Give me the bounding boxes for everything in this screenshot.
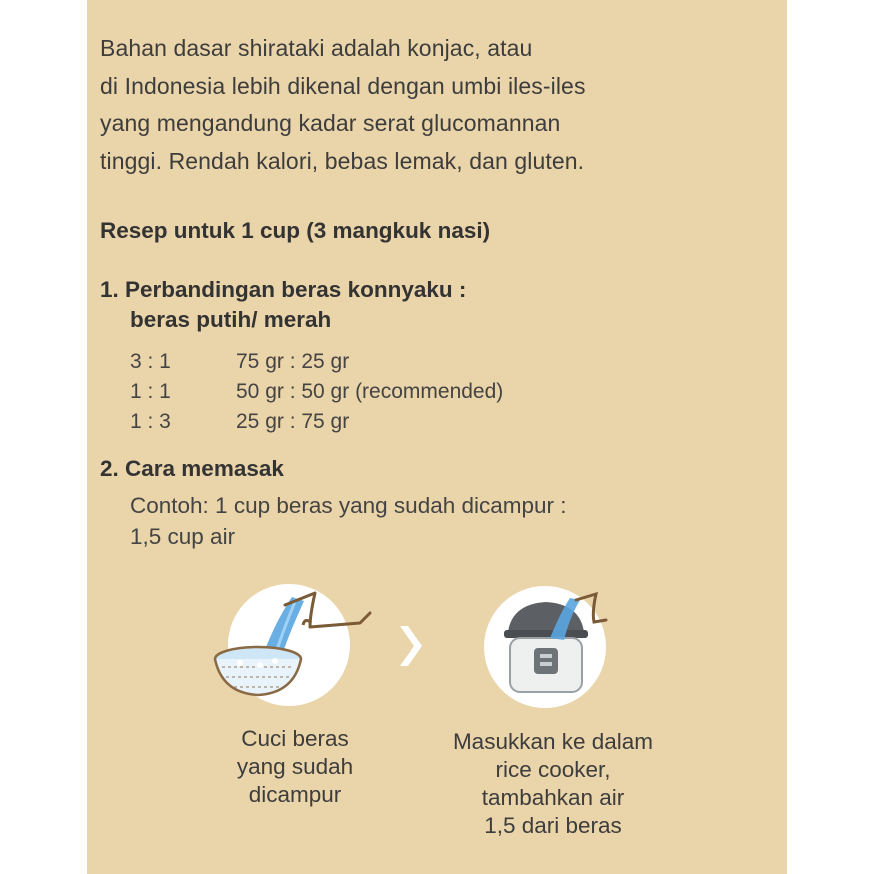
cooker-caption-line: 1,5 dari beras <box>484 813 622 838</box>
intro-line: di Indonesia lebih dikenal dengan umbi iles-iles <box>100 72 586 99</box>
cooker-caption <box>428 728 678 840</box>
ratio-value: 1 : 1 <box>130 380 171 403</box>
rice-cooker-icon <box>484 580 624 710</box>
chevron-right-icon <box>398 622 424 670</box>
ratio-value: 1 : 3 <box>130 410 171 433</box>
ratio-value: 3 : 1 <box>130 350 171 373</box>
cooker-caption-line: rice cooker, <box>495 757 611 782</box>
step1-title-line1: 1. Perbandingan beras konnyaku : <box>100 277 467 302</box>
wash-caption <box>210 725 380 809</box>
ratio-grams: 25 gr : 75 gr <box>236 410 350 433</box>
step2-title: 2. Cara memasak <box>100 456 284 481</box>
intro-line: yang mengandung kadar serat glucomannan <box>100 110 561 136</box>
recipe-heading: Resep untuk 1 cup (3 mangkuk nasi) <box>100 218 491 243</box>
cooker-caption-line: Masukkan ke dalam <box>452 729 654 754</box>
wash-caption-line: dicampur <box>248 782 342 807</box>
wash-caption-line: yang sudah <box>236 754 354 779</box>
step1-title-line2: beras putih/ merah <box>130 307 332 332</box>
intro-paragraph <box>100 30 586 180</box>
step2-body-line2: 1,5 cup air <box>130 524 236 549</box>
cooker-caption-line: tambahkan air <box>481 785 625 810</box>
ratio-grams: 75 gr : 25 gr <box>236 350 350 373</box>
step2-body <box>130 490 567 552</box>
intro-line: Bahan dasar shirataki adalah konjac, atau <box>100 35 533 61</box>
wash-caption-line: Cuci beras <box>241 726 349 751</box>
step1-title <box>100 275 466 335</box>
intro-line: tinggi. Rendah kalori, bebas lemak, dan gluten. <box>100 147 585 174</box>
washing-rice-icon <box>200 575 390 715</box>
ratio-grams: 50 gr : 50 gr (recommended) <box>236 380 504 403</box>
step2-body-line1: Contoh: 1 cup beras yang sudah dicampur : <box>130 493 567 518</box>
